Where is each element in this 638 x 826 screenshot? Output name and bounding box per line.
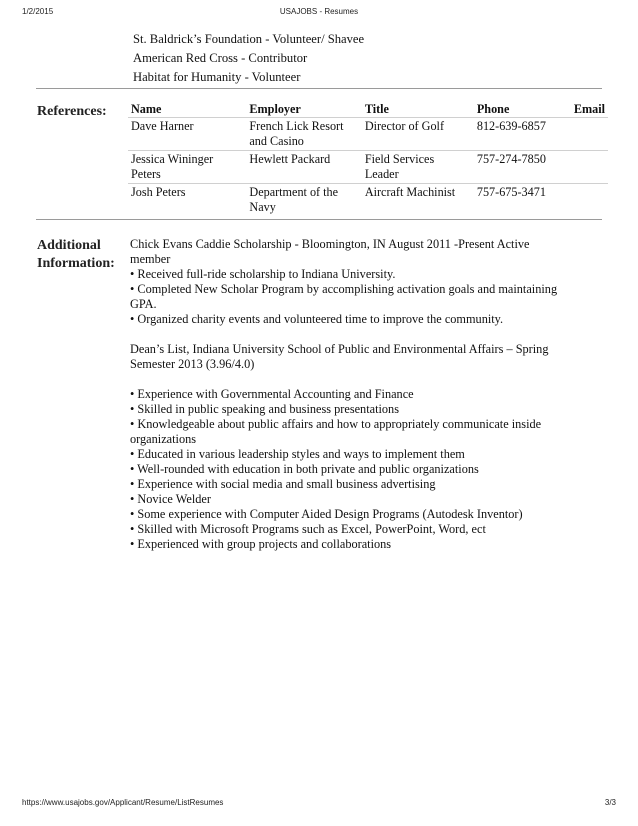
section-divider (36, 88, 602, 89)
list-item: • Skilled in public speaking and business presentations (130, 402, 399, 416)
ref-employer: Hewlett Packard (246, 151, 361, 184)
ref-title: Aircraft Machinist (362, 184, 474, 217)
list-item: • Experience with Governmental Accounting and Finance (130, 387, 414, 401)
page-header (22, 7, 616, 21)
ref-phone: 757-675-3471 (474, 184, 571, 217)
volunteer-list (133, 30, 364, 87)
list-item: • Completed New Scholar Program by accomplishing activation goals and maintaining GPA. (130, 282, 558, 311)
page-url[interactable]: https://www.usajobs.gov/Applicant/Resume/ListResumes (22, 798, 224, 807)
column-header-email: Email (573, 102, 605, 116)
additional-info-body (130, 237, 560, 552)
ref-email (571, 118, 608, 151)
ref-name: Josh Peters (128, 184, 246, 217)
column-header-phone: Phone (476, 102, 510, 116)
page-number: 3/3 (604, 798, 616, 807)
list-item: • Some experience with Computer Aided Design Programs (Autodesk Inventor) (130, 507, 523, 521)
list-item: • Organized charity events and volunteered time to improve the community. (130, 312, 504, 326)
ref-employer: Department of the Navy (246, 184, 361, 217)
column-header-employer: Employer (249, 102, 301, 116)
ref-name: Jessica Wininger Peters (128, 151, 246, 184)
references-table (128, 102, 608, 216)
table-row (128, 118, 608, 151)
print-date: 1/2/2015 (22, 7, 54, 16)
additional-label-line: Information: (37, 256, 115, 271)
volunteer-item: Habitat for Humanity - Volunteer (133, 70, 301, 84)
list-item: • Novice Welder (130, 492, 211, 506)
ref-phone: 757-274-7850 (474, 151, 571, 184)
scholarship-heading: Chick Evans Caddie Scholarship - Bloomington, IN August 2011 -Present Active member (130, 237, 530, 266)
table-row (128, 151, 608, 184)
column-header-title: Title (364, 102, 389, 116)
ref-email (571, 151, 608, 184)
section-divider (36, 219, 602, 220)
ref-email (571, 184, 608, 217)
table-row (128, 184, 608, 217)
additional-info-label (37, 237, 115, 273)
ref-employer: French Lick Resort and Casino (246, 118, 361, 151)
additional-label-line: Additional (37, 238, 101, 253)
list-item: • Well-rounded with education in both private and public organizations (130, 462, 479, 476)
ref-phone: 812-639-6857 (474, 118, 571, 151)
list-item: • Skilled with Microsoft Programs such as Excel, PowerPoint, Word, ect (130, 522, 486, 536)
references-label: References: (37, 104, 107, 119)
page-footer (22, 798, 616, 812)
ref-title: Director of Golf (362, 118, 474, 151)
volunteer-item: St. Baldrick’s Foundation - Volunteer/ Shavee (133, 32, 365, 46)
list-item: • Experience with social media and small business advertising (130, 477, 436, 491)
volunteer-item: American Red Cross - Contributor (133, 51, 308, 65)
list-item: • Received full-ride scholarship to Indiana University. (130, 267, 396, 281)
page-title: USAJOBS - Resumes (279, 7, 359, 16)
table-header-row (128, 102, 608, 118)
ref-title: Field Services Leader (362, 151, 474, 184)
column-header-name: Name (131, 102, 162, 116)
list-item: • Educated in various leadership styles and ways to implement them (130, 447, 465, 461)
list-item: • Experienced with group projects and collaborations (130, 537, 392, 551)
deans-list: Dean’s List, Indiana University School of Public and Environmental Affairs – Spring Semester 2013 (3.96/4.0) (130, 342, 549, 371)
list-item: • Knowledgeable about public affairs and how to appropriately communicate inside organizations (130, 417, 542, 446)
ref-name: Dave Harner (128, 118, 246, 151)
